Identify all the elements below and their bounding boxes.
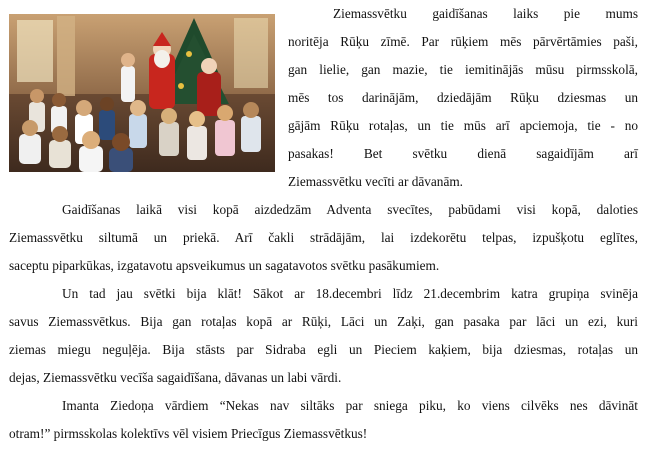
paragraph-3-line-4: dejas, Ziemassvētku vecīša sagaidīšana, dāvanas un labi vārdi. [9, 370, 342, 385]
paragraph-2-line-1: Gaidīšanas laikā visi kopā aizdedzām Adventa svecītes, pabūdami visi kopā, daloties [62, 202, 638, 217]
paragraph-1-line-7: Ziemassvētku vecīti ar dāvanām. [288, 174, 464, 189]
paragraph-2-line-3: saceptu piparkūkas, izgatavotu apsveikumus un sagatavotos svētku pasākumiem. [9, 258, 440, 273]
paragraph-4-line-1: Imanta Ziedoņa vārdiem “Nekas nav siltāks par sniega piku, ko viens cilvēks nes dāvināt [62, 398, 638, 413]
paragraph-3-line-1: Un tad jau svētki bija klāt! Sākot ar 18.decembri līdz 21.decembrim katra grupiņa svinēja [62, 286, 638, 301]
paragraph-3-line-3: ziemas miegu neguļēja. Bija stāsts par Sidraba egli un Pieciem kaķiem, bija dziesmas, rotaļas un [9, 342, 638, 357]
paragraph-1-line-1: Ziemassvētku gaidīšanas laiks pie mums [333, 6, 638, 21]
paragraph-4-line-2: otram!” pirmsskolas kolektīvs vēl visiem Priecīgus Ziemassvētkus! [9, 426, 368, 441]
paragraph-1-line-4: mēs tos darinājām, dziedājām Rūķu dziesmas un [288, 90, 638, 105]
paragraph-2-line-2: Ziemassvētku siltumā un priekā. Arī čakli strādājām, lai izdekorētu telpas, izpušķotu eglītes, [9, 230, 638, 245]
paragraph-1-line-2: noritēja Rūķu zīmē. Par rūķiem mēs pārvērtāmies paši, [288, 34, 638, 49]
paragraph-1-line-6: pasakas! Bet svētku dienā sagaidījām arī [288, 146, 638, 161]
paragraph-3-line-2: savus Ziemassvētkus. Bija gan rotaļas kopā ar Rūķi, Lāci un Zaķi, gan pasaka par lāci un ezi, kuri [9, 314, 638, 329]
paragraph-1-line-5: gājām Rūķu rotaļas, un tie mūs arī apciemoja, tie - no [288, 118, 638, 133]
paragraph-1-line-3: gan lielie, gan mazie, tie iemitinājās mūsu pirmsskolā, [288, 62, 638, 77]
children-christmas-party-photo-icon [9, 14, 275, 172]
christmas-party-photo [9, 14, 275, 172]
